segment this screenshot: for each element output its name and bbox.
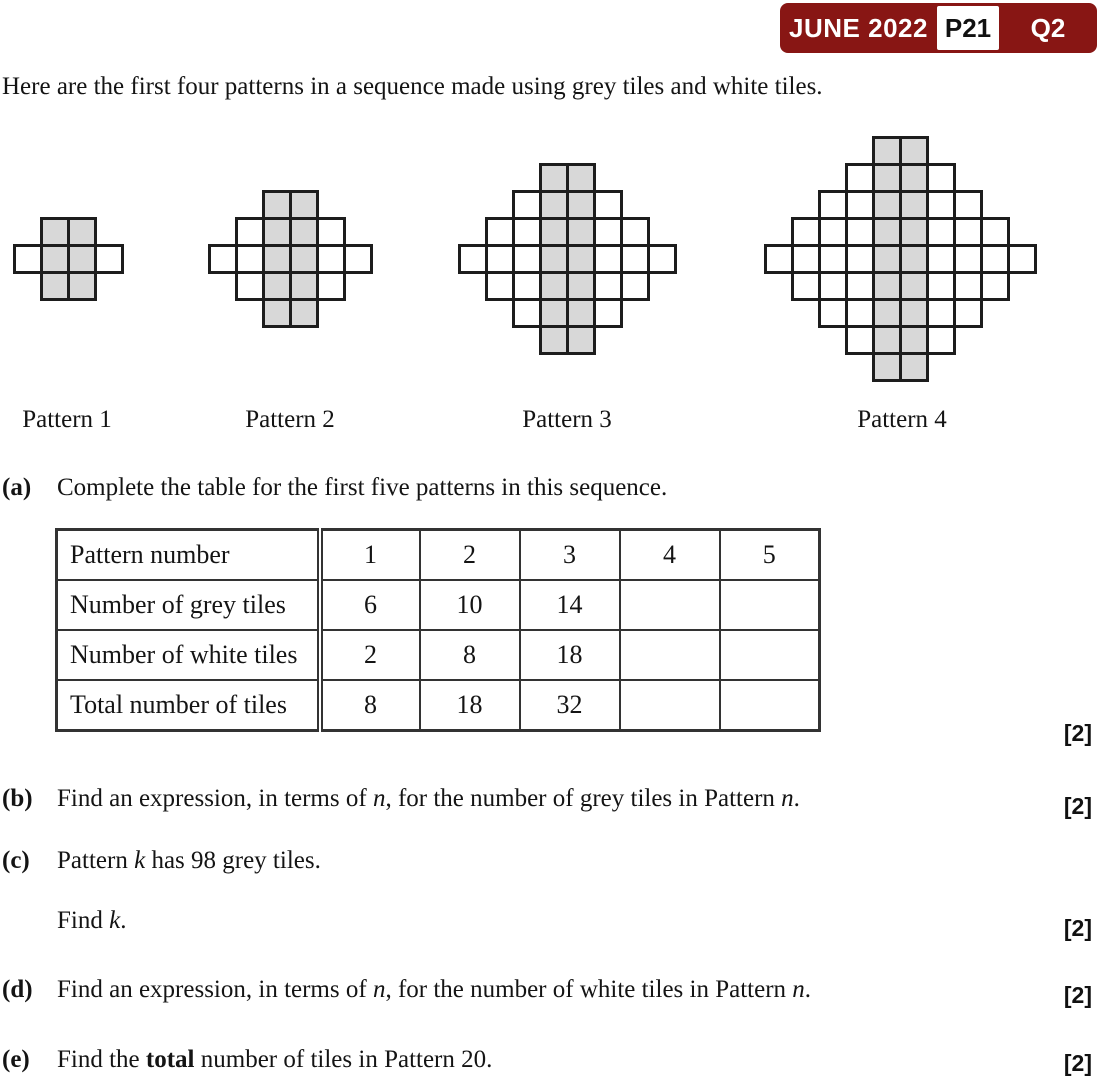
grey-tile bbox=[289, 271, 319, 301]
question-text: Find k. bbox=[57, 907, 127, 934]
white-tile bbox=[512, 244, 542, 274]
white-tile bbox=[926, 163, 956, 193]
white-tile bbox=[818, 298, 848, 328]
marks-badge-e: [2] bbox=[1063, 1050, 1092, 1076]
white-tile bbox=[926, 325, 956, 355]
empty-answer-cell bbox=[620, 630, 720, 680]
white-tile bbox=[791, 217, 821, 247]
white-tile bbox=[593, 298, 623, 328]
grey-tile bbox=[67, 271, 97, 301]
intro-text: Here are the first four patterns in a sequence made using grey tiles and white tiles. bbox=[2, 73, 823, 100]
white-tile bbox=[316, 271, 346, 301]
empty-answer-cell bbox=[620, 580, 720, 630]
white-tile bbox=[926, 298, 956, 328]
white-tile bbox=[235, 244, 265, 274]
grey-tile bbox=[872, 163, 902, 193]
grey-tile bbox=[872, 352, 902, 382]
white-tile bbox=[343, 244, 373, 274]
grey-tile bbox=[872, 136, 902, 166]
grey-tile bbox=[899, 271, 929, 301]
value-cell: 18 bbox=[520, 630, 620, 680]
empty-answer-cell bbox=[620, 680, 720, 731]
grey-tile bbox=[40, 244, 70, 274]
grey-tile bbox=[899, 217, 929, 247]
question-b bbox=[2, 785, 800, 813]
white-tile bbox=[845, 163, 875, 193]
grey-tile bbox=[566, 217, 596, 247]
value-cell: 14 bbox=[520, 580, 620, 630]
grey-tile bbox=[899, 352, 929, 382]
white-tile bbox=[818, 217, 848, 247]
pattern-label: Pattern 4 bbox=[857, 406, 947, 433]
grey-tile bbox=[539, 298, 569, 328]
question-c-find bbox=[57, 907, 126, 935]
grey-tile bbox=[899, 298, 929, 328]
value-cell: 2 bbox=[420, 530, 520, 581]
pattern-label: Pattern 2 bbox=[245, 406, 335, 433]
pattern-figure-3 bbox=[458, 163, 677, 355]
white-tile bbox=[485, 217, 515, 247]
white-tile bbox=[845, 244, 875, 274]
white-tile bbox=[620, 244, 650, 274]
grey-tile bbox=[899, 190, 929, 220]
white-tile bbox=[818, 190, 848, 220]
value-cell: 3 bbox=[520, 530, 620, 581]
table-row bbox=[57, 630, 820, 680]
question-text: Complete the table for the first five patterns in this sequence. bbox=[57, 474, 668, 501]
table-row bbox=[57, 680, 820, 731]
value-cell: 6 bbox=[320, 580, 420, 630]
grey-tile bbox=[262, 217, 292, 247]
value-cell: 10 bbox=[420, 580, 520, 630]
grey-tile bbox=[872, 190, 902, 220]
value-cell: 2 bbox=[320, 630, 420, 680]
marks-badge-d: [2] bbox=[1063, 982, 1092, 1008]
grey-tile bbox=[289, 298, 319, 328]
grey-tile bbox=[40, 271, 70, 301]
grey-tile bbox=[539, 244, 569, 274]
question-text: Pattern k has 98 grey tiles. bbox=[57, 847, 321, 874]
value-cell: 8 bbox=[320, 680, 420, 731]
white-tile bbox=[316, 244, 346, 274]
grey-tile bbox=[872, 271, 902, 301]
white-tile bbox=[926, 244, 956, 274]
question-a bbox=[2, 474, 667, 502]
grey-tile bbox=[899, 325, 929, 355]
grey-tile bbox=[289, 217, 319, 247]
question-letter: (b) bbox=[2, 785, 33, 812]
grey-tile bbox=[262, 271, 292, 301]
white-tile bbox=[791, 271, 821, 301]
question-text: Find an expression, in terms of n, for the number of white tiles in Pattern n. bbox=[57, 976, 812, 1003]
grey-tile bbox=[899, 244, 929, 274]
grey-tile bbox=[67, 217, 97, 247]
grey-tile bbox=[539, 271, 569, 301]
grey-tile bbox=[872, 217, 902, 247]
pattern-label: Pattern 3 bbox=[522, 406, 612, 433]
row-header-cell: Pattern number bbox=[57, 530, 320, 581]
value-cell: 8 bbox=[420, 630, 520, 680]
white-tile bbox=[845, 271, 875, 301]
question-e bbox=[2, 1046, 492, 1074]
white-tile bbox=[235, 271, 265, 301]
grey-tile bbox=[539, 163, 569, 193]
grey-tile bbox=[872, 325, 902, 355]
white-tile bbox=[94, 244, 124, 274]
white-tile bbox=[458, 244, 488, 274]
pattern-figure-2 bbox=[208, 190, 373, 328]
white-tile bbox=[926, 271, 956, 301]
white-tile bbox=[512, 190, 542, 220]
paper-number: P21 bbox=[937, 6, 999, 50]
white-tile bbox=[485, 271, 515, 301]
white-tile bbox=[13, 244, 43, 274]
grey-tile bbox=[566, 190, 596, 220]
grey-tile bbox=[40, 217, 70, 247]
exam-header-badge bbox=[780, 3, 1097, 53]
grey-tile bbox=[289, 190, 319, 220]
white-tile bbox=[764, 244, 794, 274]
white-tile bbox=[791, 244, 821, 274]
grey-tile bbox=[566, 325, 596, 355]
white-tile bbox=[953, 217, 983, 247]
grey-tile bbox=[262, 298, 292, 328]
question-number: Q2 bbox=[1030, 12, 1066, 43]
value-cell: 32 bbox=[520, 680, 620, 731]
grey-tile bbox=[539, 190, 569, 220]
white-tile bbox=[485, 244, 515, 274]
pattern-figure-1 bbox=[13, 217, 124, 301]
grey-tile bbox=[262, 190, 292, 220]
row-header-cell: Number of grey tiles bbox=[57, 580, 320, 630]
white-tile bbox=[512, 271, 542, 301]
white-tile bbox=[512, 217, 542, 247]
table-row bbox=[57, 580, 820, 630]
pattern-label: Pattern 1 bbox=[22, 406, 112, 433]
white-tile bbox=[235, 217, 265, 247]
white-tile bbox=[512, 298, 542, 328]
row-header-cell: Number of white tiles bbox=[57, 630, 320, 680]
grey-tile bbox=[566, 244, 596, 274]
question-text: Find the total number of tiles in Pattern 20. bbox=[57, 1046, 493, 1073]
white-tile bbox=[620, 271, 650, 301]
white-tile bbox=[926, 190, 956, 220]
white-tile bbox=[845, 217, 875, 247]
grey-tile bbox=[539, 217, 569, 247]
white-tile bbox=[593, 190, 623, 220]
question-letter: (a) bbox=[2, 474, 32, 501]
white-tile bbox=[953, 271, 983, 301]
white-tile bbox=[953, 190, 983, 220]
question-letter: (e) bbox=[2, 1046, 30, 1073]
grey-tile bbox=[872, 244, 902, 274]
grey-tile bbox=[899, 163, 929, 193]
white-tile bbox=[845, 190, 875, 220]
white-tile bbox=[316, 217, 346, 247]
white-tile bbox=[818, 244, 848, 274]
white-tile bbox=[620, 217, 650, 247]
white-tile bbox=[953, 298, 983, 328]
grey-tile bbox=[566, 271, 596, 301]
exam-session: JUNE 2022 bbox=[789, 12, 928, 43]
white-tile bbox=[980, 244, 1010, 274]
marks-badge-a: [2] bbox=[1063, 720, 1092, 746]
grey-tile bbox=[539, 325, 569, 355]
white-tile bbox=[845, 298, 875, 328]
question-c bbox=[2, 847, 321, 875]
empty-answer-cell bbox=[720, 630, 820, 680]
white-tile bbox=[926, 217, 956, 247]
grey-tile bbox=[262, 244, 292, 274]
grey-tile bbox=[566, 163, 596, 193]
white-tile bbox=[818, 271, 848, 301]
white-tile bbox=[845, 325, 875, 355]
value-cell: 18 bbox=[420, 680, 520, 731]
grey-tile bbox=[872, 298, 902, 328]
value-cell: 1 bbox=[320, 530, 420, 581]
white-tile bbox=[980, 271, 1010, 301]
question-letter: (c) bbox=[2, 847, 30, 874]
question-d bbox=[2, 976, 811, 1004]
marks-badge-b: [2] bbox=[1063, 793, 1092, 819]
grey-tile bbox=[566, 298, 596, 328]
grey-tile bbox=[67, 244, 97, 274]
white-tile bbox=[647, 244, 677, 274]
marks-badge-c: [2] bbox=[1063, 915, 1092, 941]
white-tile bbox=[593, 244, 623, 274]
grey-tile bbox=[899, 136, 929, 166]
grey-tile bbox=[289, 244, 319, 274]
empty-answer-cell bbox=[720, 680, 820, 731]
white-tile bbox=[593, 271, 623, 301]
pattern-figure-4 bbox=[764, 136, 1037, 382]
white-tile bbox=[953, 244, 983, 274]
white-tile bbox=[208, 244, 238, 274]
value-cell: 4 bbox=[620, 530, 720, 581]
table-row bbox=[57, 530, 820, 581]
white-tile bbox=[980, 217, 1010, 247]
white-tile bbox=[1007, 244, 1037, 274]
question-letter: (d) bbox=[2, 976, 33, 1003]
row-header-cell: Total number of tiles bbox=[57, 680, 320, 731]
empty-answer-cell bbox=[720, 580, 820, 630]
question-text: Find an expression, in terms of n, for the number of grey tiles in Pattern n. bbox=[57, 785, 800, 812]
white-tile bbox=[593, 217, 623, 247]
sequence-table bbox=[55, 528, 821, 732]
value-cell: 5 bbox=[720, 530, 820, 581]
